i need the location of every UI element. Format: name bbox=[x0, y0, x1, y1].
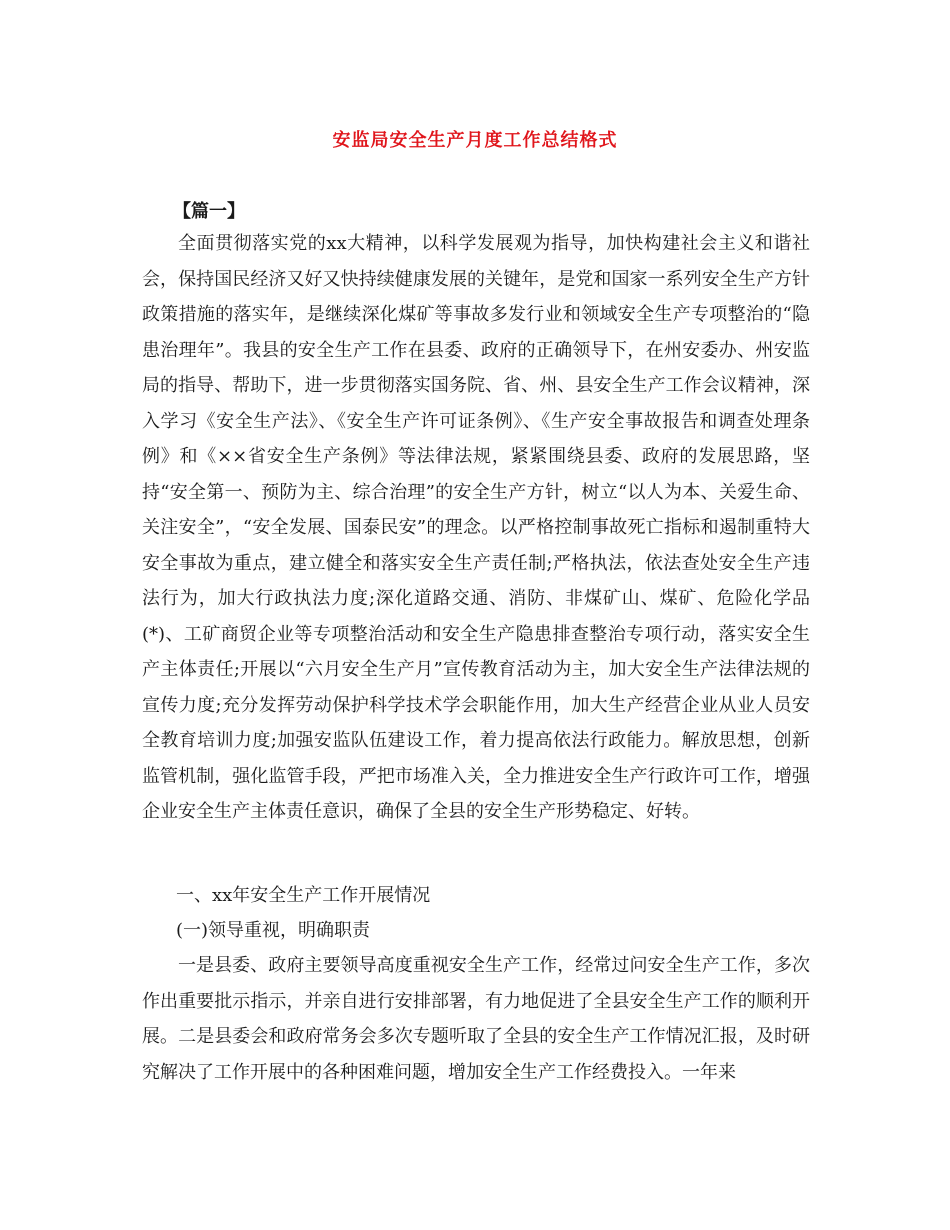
body-paragraph-2: 一是县委、政府主要领导高度重视安全生产工作，经常过问安全生产工作，多次作出重要批示指示，并亲自进行安排部署，有力地促进了全县安全生产工作的顺利开展。二是县委会和政府常务会多次专题听取了全县的安全生产工作情况汇报，及时研究解决了工作开展中的各种困难问题，增加安全生产工作经费投入。一年来 bbox=[142, 955, 810, 1083]
section-marker: 【篇一】 bbox=[173, 201, 245, 222]
body-paragraph-1: 全面贯彻落实党的xx大精神，以科学发展观为指导，加快构建社会主义和谐社会，保持国民经济又好又快持续健康发展的关键年，是党和国家一系列安全生产方针政策措施的落实年，是继续深化煤矿等事故多发行业和领域安全生产专项整治的“隐患治理年”。我县的安全生产工作在县委、政府的正确领导下，在州安委办、州安监局的指导、帮助下，进一步贯彻落实国务院、省、州、县安全生产工作会议精神，深入学习《安全生产法》、《安全生产许可证条例》、《生产安全事故报告和调查处理条例》和《××省安全生产条例》等法律法规，紧紧围绕县委、政府的发展思路，坚持“安全第一、预防为主、综合治理”的安全生产方针，树立“以人为本、关爱生命、关注安全”，“安全发展、国泰民安”的理念。以严格控制事故死亡指标和遏制重特大安全事故为重点，建立健全和落实安全生产责任制;严格执法，依法查处安全生产违法行为，加大行政执法力度;深化道路交通、消防、非煤矿山、煤矿、危险化学品(*)、工矿商贸企业等专项整治活动和安全生产隐患排查整治专项行动，落实安全生产主体责任;开展以“六月安全生产月”宣传教育活动为主，加大安全生产法律法规的宣传力度;充分发挥劳动保护科学技术学会职能作用，加大生产经营企业从业人员安全教育培训力度;加强安监队伍建设工作，着力提高依法行政能力。解放思想，创新监管机制，强化监管手段，严把市场准入关，全力推进安全生产行政许可工作，增强企业安全生产主体责任意识，确保了全县的安全生产形势稳定、好转。 bbox=[142, 233, 810, 822]
subsection-heading: (一)领导重视，明确职责 bbox=[176, 920, 371, 941]
section-heading: 一、xx年安全生产工作开展情况 bbox=[176, 885, 431, 906]
document-title: 安监局安全生产月度工作总结格式 bbox=[332, 130, 618, 151]
